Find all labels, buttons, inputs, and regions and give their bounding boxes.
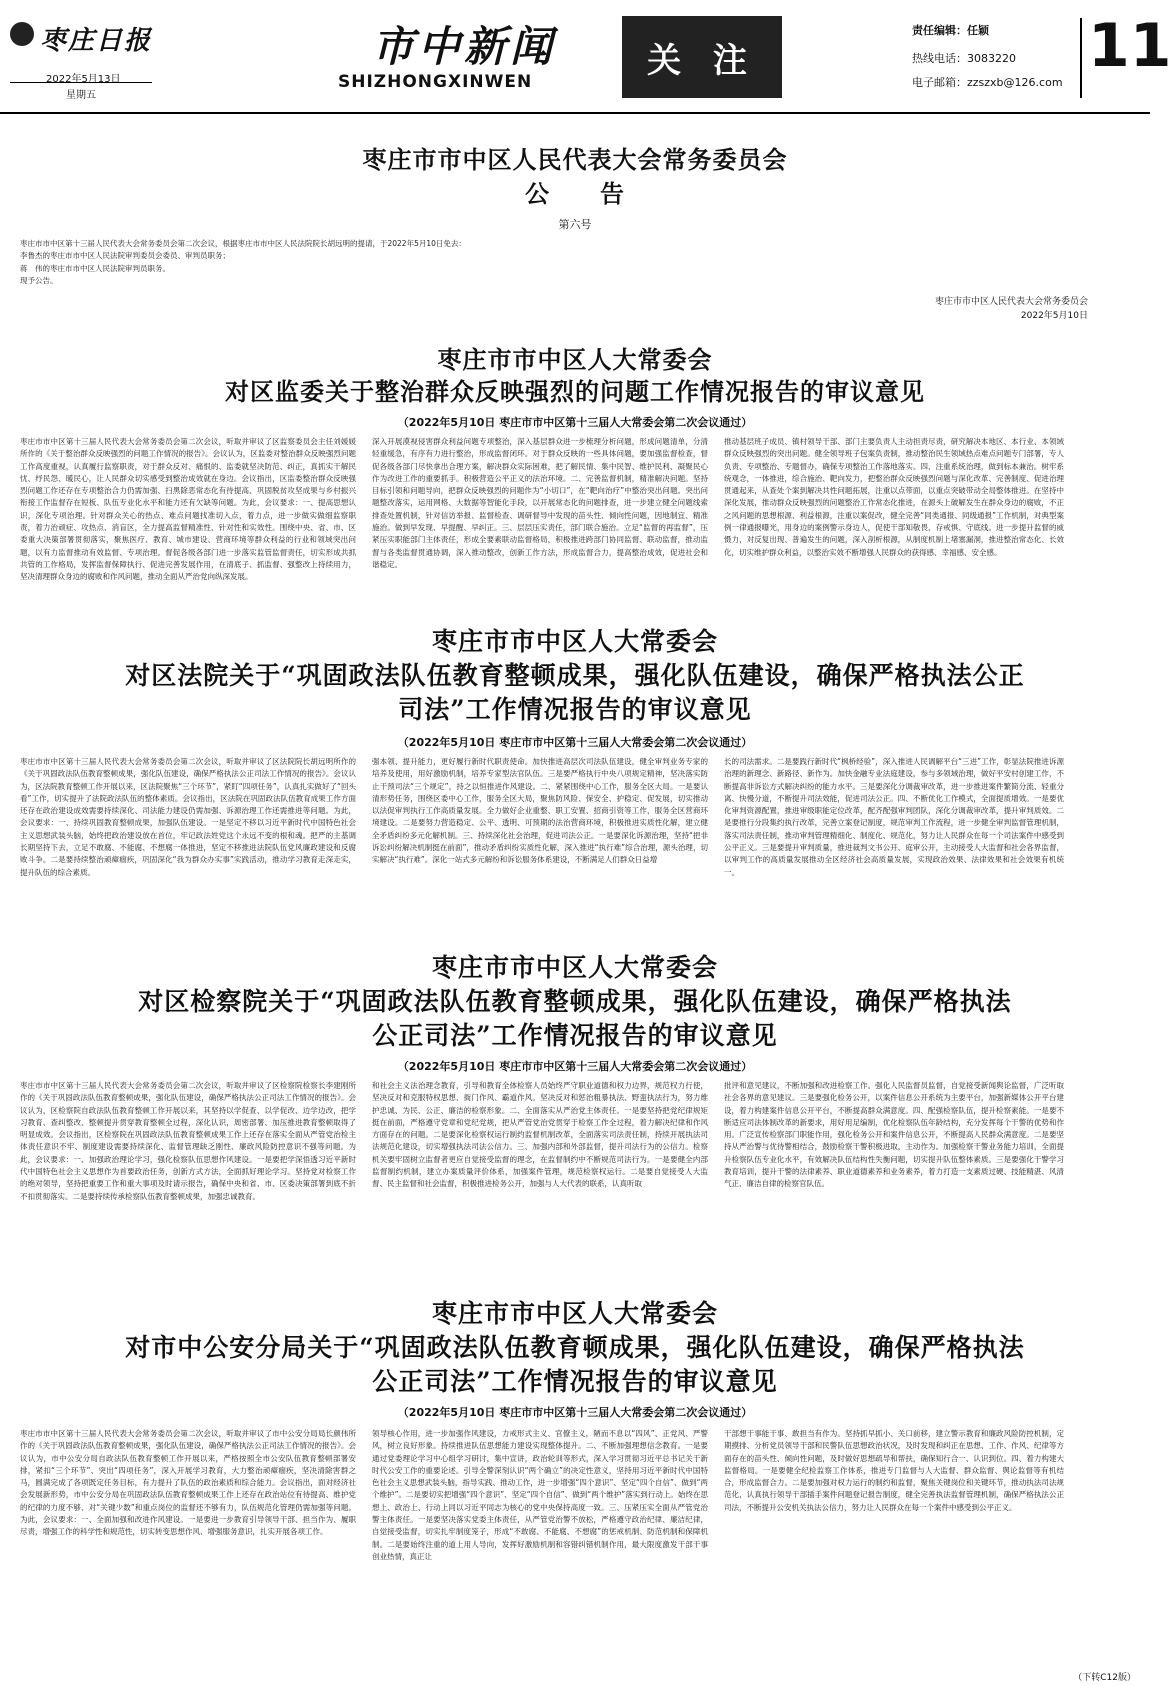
article-title-3: 公正司法”工作情况报告的审议意见 bbox=[372, 1367, 778, 1396]
article-title-3: 司法”工作情况报告的审议意见 bbox=[398, 695, 752, 724]
notice-number: 第六号 bbox=[558, 218, 592, 231]
article-column: 枣庄市市中区第十三届人民代表大会常务委员会第二次会议，听取并审议了区法院院长胡远明所作的《关于巩固政法队伍教育整顿成果，强化队伍建设，确保严格执法公正司法工作情况的报告》。会议认为，区法院教育整顿工作开展以来，区法院聚焦“三个环节”，紧盯“四项任务”，认真扎实做好了“回头看”工作，切实提升了法院政法队伍的整体素质。会议指出，区法院在巩固政法队伍教育成果工作方面还存在政治建设成效需要持续深化、司法能力建设仍需加强、诉源治理工作还需推进等问题。为此，会议要求：一、持续巩固教育整顿成果，加强队伍建设。一是坚定不移以习近平新时代中国特色社会主义思想武装头脑，始终把政治建设放在首位，牢记政法姓党这个永远不变的根和魂。把严的主基调长期坚持下去，立足不敢腐、不能腐、不想腐一体推进，坚定不移推进法院队伍党风廉政建设和反腐败斗争。二是要持续整治顽瘴痼疾，巩固深化“我为群众办实事”实践活动，推动学习教育走深走实，提升队伍的综合素质。 bbox=[20, 757, 356, 877]
article-title-2: 对区监委关于整治群众反映强烈的问题工作情况报告的审议意见 bbox=[225, 377, 925, 406]
article-column: 批评和意见建议，不断加强和改进检察工作。强化人民监督员监督，自觉接受新闻舆论监督，广泛听取社会各界的意见建议。三是要强化检务公开，以案件信息公开系统为主要平台，加强新媒体公开平台建设，着力构建案件信息公开平台，不断提高群众满意度。四、配强检察队伍，提升检察素能。一是要不断适应司法体制改革的新要求，用好用足编制，优化检察队伍年龄结构，充分发挥每个干警的优势和作用。广泛宣传检察部门职能作用，强化检务公开和案件信息公开，不断提高人民群众满意度。二是要坚持从严治警与优待警相结合，鼓励检察干警积极进取，主动作为。加强检察干警业务能力培训，全面提升检察队伍专业化水平，有效解决队伍结构性失衡问题，切实提升队伍整体素质。三是要强化干警学习教育培训，提升干警的法律素养、职业道德素养和业务素养，着力打造一支素质过硬、技能精湛、风清气正、廉洁自律的检察官队伍。 bbox=[724, 1081, 1064, 1189]
article-column: 枣庄市市中区第十三届人民代表大会常务委员会第二次会议，听取并审议了市中公安分局局长颜伟所作的《关于巩固政法队伍教育整顿成果，强化队伍建设，确保严格执法公正司法工作情况的报告》。会议认为，市中公安分局自政法队伍教育整顿工作开展以来，严格按照全市公安队伍教育整顿部署安排，紧扣“三个环节”、突出“四项任务”，深入开展学习教育，大力整治顽瘴痼疾，坚决清除害群之马，圆满完成了各项既定任务目标，有力提升了队伍的政治素质和综合能力。会议指出，面对经济社会发展新形势，市中公安分局在巩固政法队伍教育整顿成果工作上还存在政治站位有待提高、维护党的纪律的力度不够、对“关键少数”和重点岗位的监督还不够有力，队伍规范化管理仍需加强等问题。为此，会议要求：一、全面加强和改进作风建设。一是要进一步教育引导领导干部、担当作为、履职尽责，增强工作的科学性和规范性，切实转变思想作风、增强服务意识，扎实开展各项工作。 bbox=[20, 1429, 356, 1537]
article-column: 强本领、提升能力，更好履行新时代职责使命。加快推进高层次司法队伍建设，健全审判业务专家的培养及使用，用好激励机制，培养专家型法官队伍。三是要严格执行中央八项规定精神，坚决落实防止干预司法“三个规定”，持之以恒推进作风建设。二、紧紧围绕中心工作，服务全区大局。一是要认清形势任务，围绕区委中心工作，服务全区大局，聚焦防风险、保安全、护稳定、促发展，切实推动以法促审判执行工作高质量发展。全力做好企业重整、职工安置、招商引资等工作，服务全区营商环境建设。二是要努力营造稳定、公平、透明、可预期的法治营商环境，积极推进实质性化解，建立健全矛盾纠纷多元化解机制。三、持续深化社会治理，促进司法公正。一是要深化诉源治理，坚持“把非诉讼纠纷解决机制挺在前面”，推动矛盾纠纷实质性化解，深入推进“执行难”综合治理，源头治理，切实解决“执行难”。深化一站式多元解纷和诉讼服务体系建设，不断满足人们群众日益增 bbox=[372, 757, 708, 865]
notice-title: 枣庄市市中区人民代表大会常务委员会 bbox=[362, 145, 788, 174]
article-title-2: 对区法院关于“巩固政法队伍教育整顿成果，强化队伍建设，确保严格执法公正 bbox=[125, 661, 1025, 690]
notice-signature: 枣庄市市中区人民代表大会常务委员会 bbox=[934, 297, 1088, 307]
issue-date: 2022年5月13日 bbox=[46, 74, 121, 85]
article-subtitle: （2022年5月10日 枣庄市市中区第十三届人大常委会第二次会议通过） bbox=[397, 736, 753, 749]
article-title: 枣庄市市中区人大常委会 bbox=[437, 345, 713, 374]
hotline-info: 热线电话：3083220 bbox=[912, 52, 1016, 65]
article-title: 枣庄市市中区人大常委会 bbox=[431, 1299, 718, 1328]
article-title-2: 对区检察院关于“巩固政法队伍教育整顿成果，强化队伍建设，确保严格执法 bbox=[138, 987, 1012, 1016]
notice-body: 枣庄市市中区第十三届人民代表大会常务委员会第二次会议，根据枣庄市市中区人民法院院长胡远明的提请，于2022年5月10日免去： 李鲁杰的枣庄市市中区人民法院审判委员会委员、审判员职务； 蒋 伟的枣庄市市中区人民法院审判员职务。 现予公告。 bbox=[20, 239, 466, 285]
section-tag: 关 注 bbox=[622, 16, 782, 98]
article-column: 推动基层班子成员、镇村领导干部、部门主要负责人主动担责尽责，研究解决本地区、本行业、本领域群众反映强烈的突出问题。健全领导班子包案负责制，推动整治民生领域热点难点问题专门部署，专人负责、专项整治、专题督办，确保专项整治工作落地落实。四、注重系统治理，做到标本兼治。树牢系统观念，一体推进，综合施治、靶向发力，把整治群众反映强烈问题与深化改革、完善制度、促进治理贯通起来，从查处个案到解决共性问题拓展，注重以点带面，以重点突破带动全局整体推进。在坚持中深化发展，推动群众反映强烈的问题整治工作常态化推进，在源头上破解发生在群众身边的腐败，不正之风问题的思想根源、利益根源，注重以案促改，健全完善“同类通报、同级通报”工作机制，对典型案例一律通报曝光，用身边的案例警示身边人，促使干部知敬畏、存戒惧、守底线。进一步提升监督的威慑力，对反复出现、普遍发生的问题，深入剖析根源，从制度机制上堵塞漏洞，推进整治常态化、长效化，切实维护群众利益，以整治实效不断增强人民群众的获得感、幸福感、安全感。 bbox=[724, 437, 1064, 557]
notice-date: 2022年5月10日 bbox=[1020, 311, 1088, 321]
article-column: 干部想干事能干事、敢担当有作为。坚持抓早抓小、关口前移，建立警示教育和廉政风险防控机制，定期摸排、分析党员领导干部和民警队伍思想政治状况，及时发现和纠正在思想、工作、作风、纪律等方面存在的苗头性、倾向性问题，及时做好思想疏导和帮扶，确保知行合一、认识到位。四、着力构建大监督格局。一是要健全纪检监察工作体系，推进专门监督与人大监督、群众监督、舆论监督等有机结合，形成监督合力。二是要加强对权力运行的制约和监督，聚焦关键岗位和关键环节，推动执法司法规范化，认真执行领导干部插手案件问题登记报告制度，健全完善执法监督管理机制，确保严格执法公正司法，不断提升公安机关执法公信力，努力让人民群众在每一个案件中感受到公平正义。 bbox=[724, 1429, 1064, 1512]
article-subtitle: （2022年5月10日 枣庄市市中区第十三届人大常委会第二次会议通过） bbox=[397, 416, 753, 429]
divider bbox=[1080, 18, 1082, 98]
article-column: 深入开展漠视侵害群众利益问题专项整治，深入基层群众进一步梳理分析问题，形成问题清单，分清轻重缓急，有序有力进行整治，形成监督闭环。对于群众反映的一些具体问题，要加强监督检查，督促各级各部门尽快拿出合理方案，解决群众实际困难，把了解民情、集中民智、维护民利、凝聚民心作为改进工作的重要抓手。积极营造公平正义的法治环境。二、完善监督机制，精准解决问题。坚持目标引领和问题导向，把群众反映强烈的问题作为“小切口”，在“靶向治疗”中整治突出问题。突出问题整改落实，运用网格、大数据等智能化手段，以开展常态化的问题排查，进一步建立健全问题线索排查处置机制，针对信访举报、监督检查、调研督导中发现的苗头性、倾向性问题，因地制宜、精准施治。做到早发现、早提醒、早纠正。三、层层压实责任，部门联合施治。立足“监督的再监督”，压紧压实职能部门主体责任，形成全要素联动监督格局，积极推进跨部门协同监督、联动监督，推动监督与各类监督贯通协调，深入推动整改，创新工作方法，形成监督合力，提高整治成效，促进社会和谐稳定。 bbox=[372, 437, 708, 569]
section-title: 市中新闻 bbox=[372, 22, 557, 71]
notice-title-2: 公 告 bbox=[525, 179, 625, 208]
email-info: 电子邮箱：zzszxb@126.com bbox=[912, 76, 1063, 89]
article-title-3: 公正司法”工作情况报告的审议意见 bbox=[372, 1021, 778, 1050]
article-subtitle: （2022年5月10日 枣庄市市中区第十三届人大常委会第二次会议通过） bbox=[397, 1406, 753, 1419]
masthead bbox=[0, 0, 1172, 118]
article-column: 枣庄市市中区第十三届人民代表大会常务委员会第二次会议，听取并审议了区检察院检察长李建刚所作的《关于巩固政法队伍教育整顿成果，强化队伍建设，确保严格执法公正司法工作情况的报告》。会议认为，区检察院自政法队伍教育整顿工作开展以来，其坚持以学促查、以学促改、边学边改，把学习教育、查纠整改、整顿提升贯穿教育整顿全过程，深化认识，周密部署、加压推进教育整顿取得了明显成效。会议指出，区检察院在巩固政法队伍教育整顿成果工作上还存在落实全面从严管党治检主体责任意识不牢、制度建设需要持续深化、监督管理缺乏刚性、廉政风险防控意识不强等问题。为此，会议要求：一、加强政治理论学习，强化检察队伍思想作风建设。一是要把学深悟透习近平新时代中国特色社会主义思想作为首要政治任务，创新方式方法，全面抓好理论学习。坚持党对检察工作的绝对领导，坚持把重要工作和重大事项及时请示报告，确保中央和省、市、区委决策部署到底不折不扣贯彻落实。二是要持续传承检察队伍教育整顿成果，加强忠诚教育。 bbox=[20, 1081, 356, 1201]
continued-note: （下转C12版） bbox=[1073, 1673, 1136, 1683]
newspaper-logo-icon bbox=[10, 22, 34, 46]
article-column: 领导核心作用，进一步加强作风建设，力戒形式主义、官僚主义，陋而不息以“四风”、正党风、严警风，树立良好形象。持续推进队伍思想能力建设实现整体提升。二、不断加强理想信念教育。一是要通过党委理论学习中心组学习研讨，集中宣讲，政治轮训等形式，深入学习贯彻习近平总书记关于新时代公安工作的重要论述。引导全警深刻认识“两个确立”的决定性意义，坚持用习近平新时代中国特色社会主义思想武装头脑，指导实践、推动工作，进一步增强“四个意识”、坚定“四个自信”、做到“两个维护”。二是要切实把增强“四个意识”、坚定“四个自信”、做到“两个维护”落实到行动上。始终在思想上、政治上、行动上同以习近平同志为核心的党中央保持高度一致。三、压紧压实全面从严管党治警主体责任。一是要坚决落实党委主体责任，从严管党治警不放松，严格遵守政治纪律、廉洁纪律，自觉接受监督，切实扎牢制度笼子，形成“不敢腐、不能腐、不想腐”的惩戒机制、防范机制和保障机制。二是要始终注重的道上用人导向，发挥好激励机制和容错纠错机制作用，最大限度激发干部干事创业热情，真正让 bbox=[372, 1429, 708, 1561]
section-pinyin: SHIZHONGXINWEN bbox=[338, 72, 533, 92]
divider bbox=[0, 112, 1150, 114]
newspaper-logo: 枣庄日报 bbox=[40, 26, 153, 56]
article-title: 枣庄市市中区人大常委会 bbox=[431, 953, 718, 982]
article-title-2: 对市中公安分局关于“巩固政法队伍教育顿成果，强化队伍建设，确保严格执法 bbox=[125, 1333, 1025, 1362]
issue-weekday: 星期五 bbox=[66, 90, 96, 101]
page-number: 11 bbox=[1088, 11, 1172, 81]
editor-info: 责任编辑：任颖 bbox=[912, 24, 989, 37]
article-column: 长的司法需求。二是要践行新时代“枫桥经验”，深入推进人民调解平台“三进”工作，彰显法院推进诉源治理的新理念、新路径、新作为。加快金融专业法庭建设，参与多领域治理，做好平安村创建工作，不断提高非诉讼方式解决纠纷的能力水平。三是要深化分调裁审改革，进一步推进案件繁简分流、轻重分离、快慢分道，不断提升司法效能，促进司法公正。四、不断优化工作模式，全面提质增效。一是要优化审判资源配置，推进审级职能定位改革，配齐配强审判团队，深化分调裁审改革，提升审判质效。二是要推行分段集约执行改革，完善立案登记制度，规范审判工作流程，进一步健全审判监督管理机制，落实司法责任制，推动审判管理精细化、制度化、规范化，努力让人民群众在每一个司法案件中感受到公平正义。三是要提升审判质量，推进裁判文书公开、庭审公开，主动接受人大监督和社会各界监督，以审判工作的高质量发展推动全区经济社会高质量发展，实现政治效果、法律效果和社会效果有机统一。 bbox=[724, 757, 1064, 877]
article-title: 枣庄市市中区人大常委会 bbox=[431, 627, 718, 656]
article-column: 枣庄市市中区第十三届人民代表大会常务委员会第二次会议，听取并审议了区监察委员会主任刘媛媛所作的《关于整治群众反映强烈的问题工作情况的报告》。会议认为，区监委对整治群众反映强烈问题工作高度重视，认真履行监察职责，对于群众反对、痛恨的、监委就坚决防范、纠正，真抓实干解民忧、纾民怨、暖民心，让人民群众切实感受到整治成效就在身边。会议指出，区监委整治群众反映强烈问题工作还存在专项整治合力仍需加强、扫黑除恶常态化有待提高、巩固脱贫攻坚成果与乡村振兴衔接工作监督存在短板、队伍专业化水平和能力还有欠缺等问题。为此，会议要求：一、提高思想认识，深化专项治理。针对群众关心的热点、难点问题找准切入点，着力点，进一步做实做细监察职责，着力治顽症、攻热点、消盲区，全力提高监督精准性、针对性和实效性。围绕中央、省、市、区委重大决策部署贯彻落实，聚焦医疗、教育、城市建设、营商环境等群众利益的行业和领域突出问题，以有力监督推动有效监督、专项治理。督促各级各部门进一步落实监管监督责任，切实形成共抓共管的工作格局，发挥监督保障执行、促进完善发展作用，在清底子、抓监督、强整改上持续用力，坚决清理群众身边的腐败和作风问题，推动全面从严治党向纵深发展。 bbox=[20, 437, 356, 582]
article-column: 和社会主义法治理念教育，引导和教育全体检察人员始终严守职业道德和权力边界，规范权力行使，坚决反对和克服特权思想、衙门作风、霸道作风。坚决反对和惩治粗暴执法、野蛮执法行为，努力维护忠诚、为民、公正、廉洁的检察形象。二、全面落实从严治党主体责任。一是要坚持把党纪律规矩挺在前面，严格遵守党章和党纪党规，把从严管党治党贯穿于检察工作全过程，着力解决纪律和作风方面存在的问题。二是要深化检察权运行制约监督机制改革，全面落实司法责任制，持续开展执法司法规范化建设，切实增强执法司法公信力。三、加强内部和外部监督，提升司法行为的公信力。检察机关要牢固树立监督者更应自觉接受监督的理念，在监督制约中不断规范司法行为。一是要健全内部监督制约机制，建立办案质量评价体系，加强案件管理，规范检察权运行。二是要自觉接受人大监督、民主监督和社会监督，积极推进检务公开，加强与人大代表的联系，认真听取 bbox=[372, 1081, 708, 1189]
article-subtitle: （2022年5月10日 枣庄市市中区第十三届人大常委会第二次会议通过） bbox=[397, 1060, 753, 1073]
